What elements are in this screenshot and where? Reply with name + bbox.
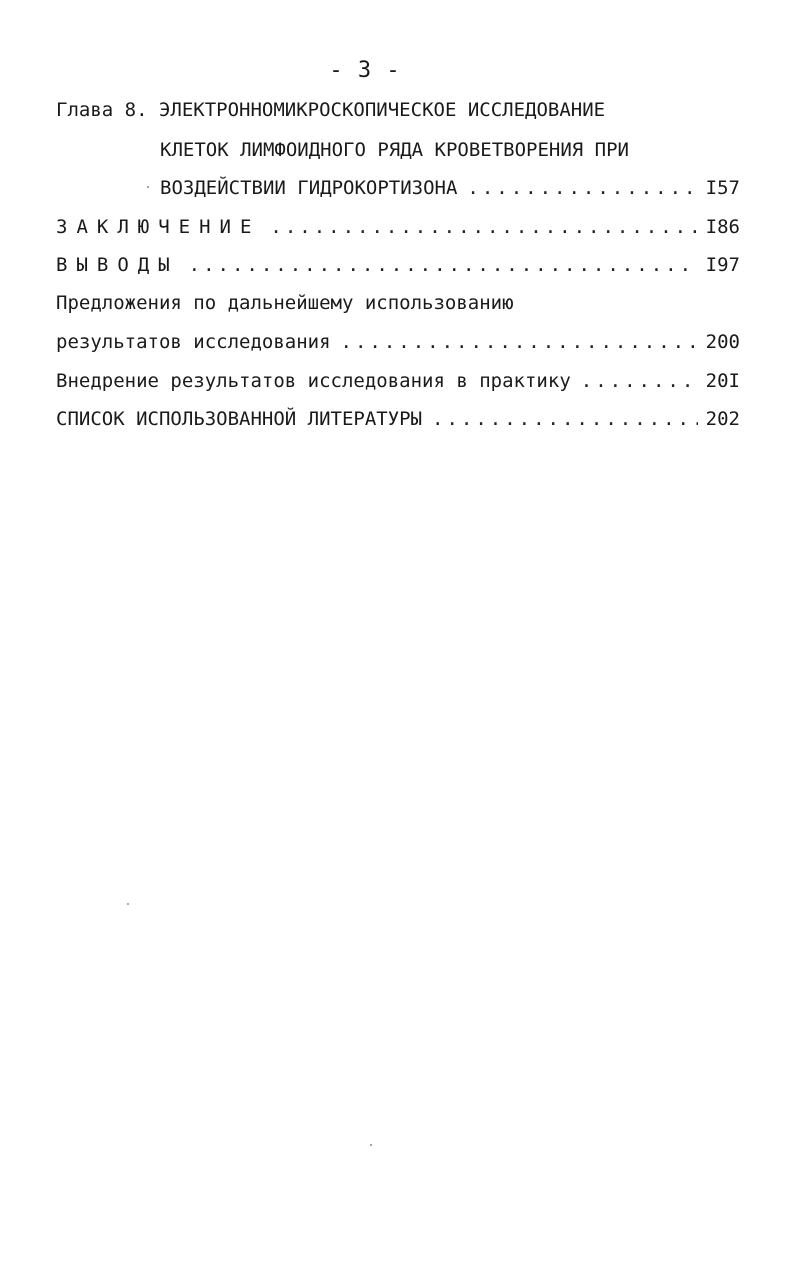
- dot-leader: [341, 329, 698, 355]
- dot-leader: [189, 252, 698, 278]
- toc-entry-implementation: [56, 368, 740, 394]
- chapter-title-line2: КЛЕТОК ЛИМФОИДНОГО РЯДА КРОВЕТВОРЕНИЯ ПРИ: [160, 139, 629, 161]
- page-ref-proposals: 200: [705, 331, 740, 353]
- implementation-title: Внедрение результатов исследования в практику: [56, 370, 571, 392]
- toc-entry-chapter8-line3: [160, 175, 740, 201]
- scan-speck: [127, 903, 129, 905]
- findings-title: ВЫВОДЫ: [56, 254, 179, 276]
- scan-speck: [147, 186, 149, 188]
- page-ref-implementation: 20I: [705, 370, 740, 392]
- toc-entry-findings: [56, 252, 740, 278]
- chapter-title-line1: ЭЛЕКТРОННОМИКРОСКОПИЧЕСКОЕ ИССЛЕДОВАНИЕ: [158, 99, 606, 121]
- references-title: СПИСОК ИСПОЛЬЗОВАННОЙ ЛИТЕРАТУРЫ: [56, 408, 423, 430]
- dot-leader: [270, 214, 697, 240]
- proposals-title-line1: Предложения по дальнейшему использованию: [56, 292, 514, 314]
- page-ref-references: 202: [705, 408, 740, 430]
- chapter-title-line3: ВОЗДЕЙСТВИИ ГИДРОКОРТИЗОНА: [160, 177, 458, 199]
- conclusion-title: ЗАКЛЮЧЕНИЕ: [56, 216, 261, 238]
- page-number: - 3 -: [329, 58, 401, 83]
- page-ref-chapter8: I57: [705, 177, 740, 199]
- toc-entry-proposals: [56, 329, 740, 355]
- dot-leader: [467, 175, 697, 201]
- toc-entry-chapter8-line1: [56, 97, 605, 123]
- dot-leader: [432, 406, 698, 432]
- toc-entry-references: [56, 406, 740, 432]
- chapter-prefix: Глава 8.: [56, 99, 148, 121]
- scan-speck: [370, 1144, 372, 1146]
- proposals-title-line2: результатов исследования: [56, 331, 331, 353]
- page-ref-findings: I97: [705, 254, 740, 276]
- toc-entry-conclusion: [56, 214, 740, 240]
- page-ref-conclusion: I86: [705, 216, 740, 238]
- dot-leader: [581, 368, 698, 394]
